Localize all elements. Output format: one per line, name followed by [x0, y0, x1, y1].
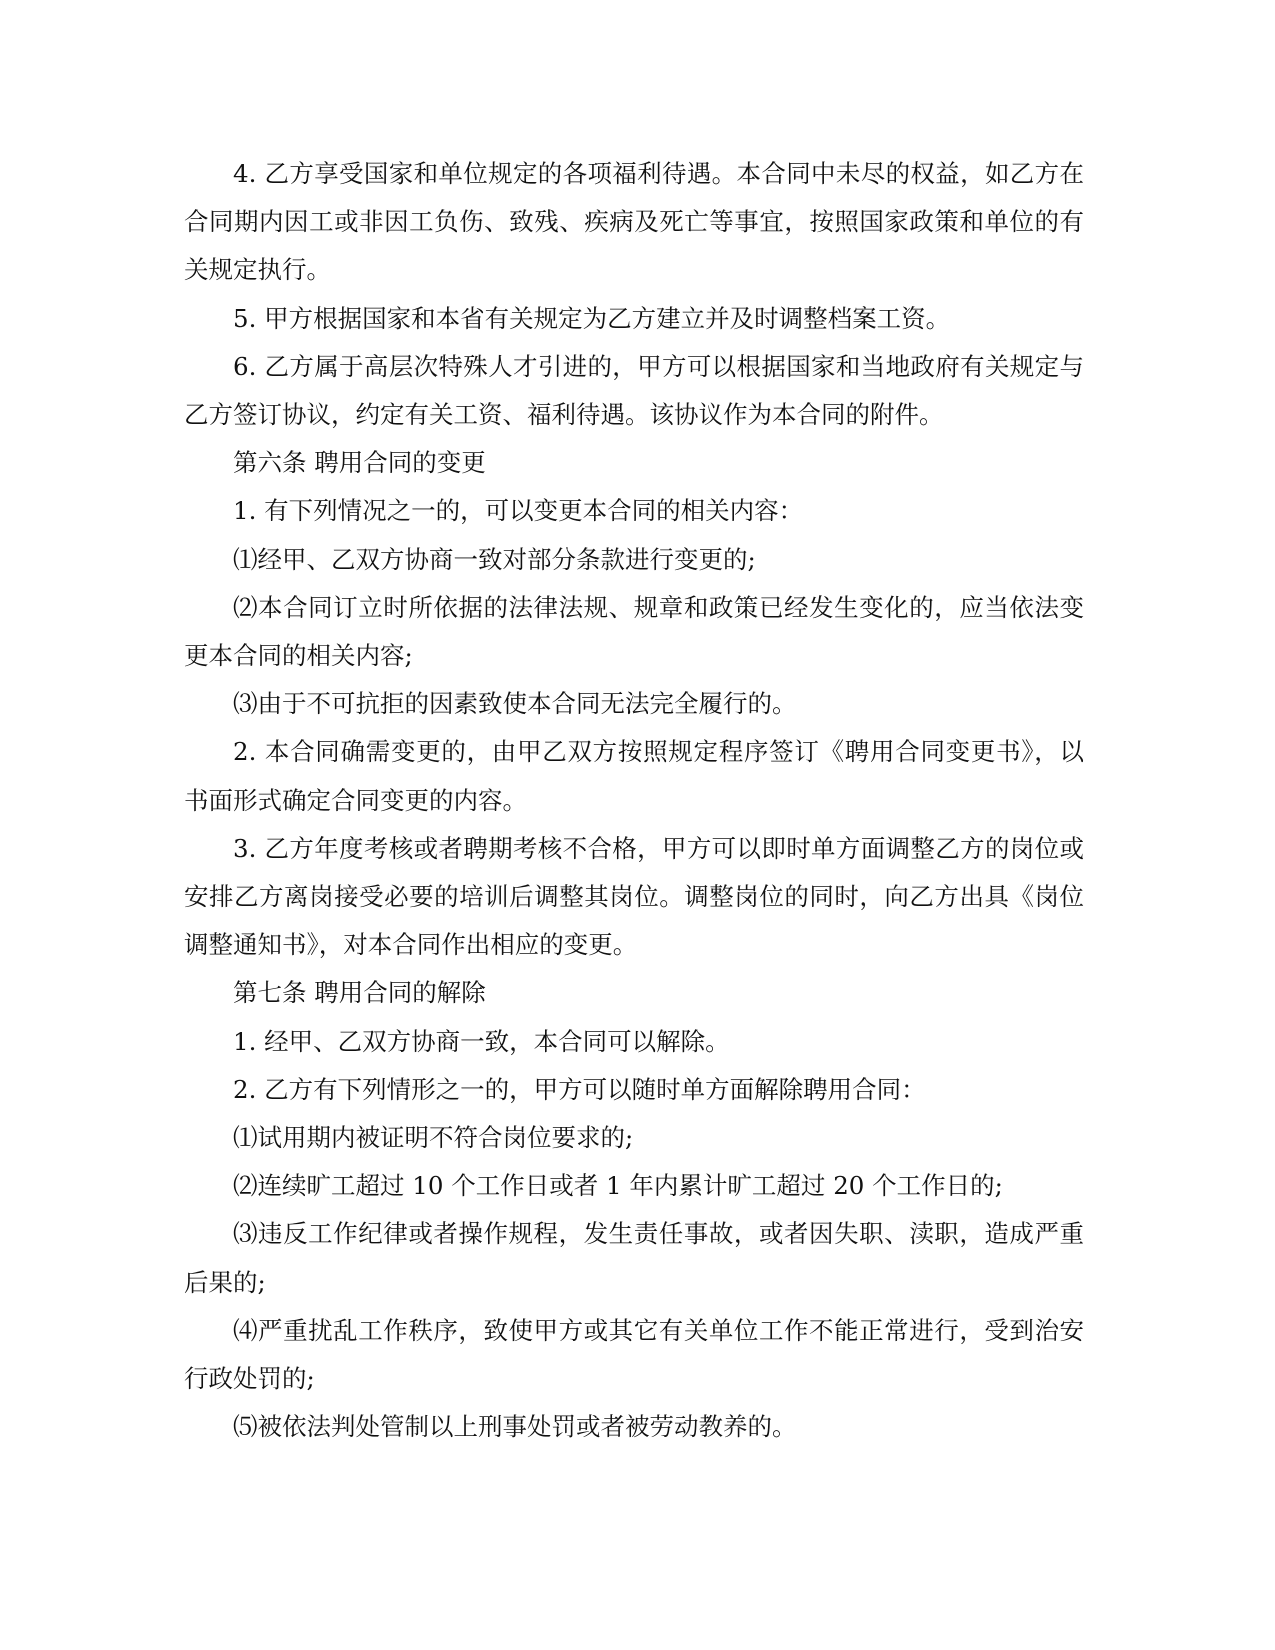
list-item-termination-2: ⑵连续旷工超过 10 个工作日或者 1 年内累计旷工超过 20 个工作日的; [233, 1171, 1003, 1201]
document-body [184, 150, 1084, 1451]
list-item-termination-4: ⑷严重扰乱工作秩序，致使甲方或其它有关单位工作不能正常进行，受到治安行政处罚的; [184, 1315, 1084, 1394]
section-heading-article-6: 第六条 聘用合同的变更 [233, 448, 486, 478]
paragraph-change-conditions: 1. 有下列情况之一的，可以变更本合同的相关内容： [233, 496, 804, 526]
list-item-termination-5: ⑸被依法判处管制以上刑事处罚或者被劳动教养的。 [233, 1412, 797, 1442]
paragraph-special-talent: 6. 乙方属于高层次特殊人才引进的，甲方可以根据国家和当地政府有关规定与乙方签订协议，约定有关工资、福利待遇。该协议作为本合同的附件。 [184, 351, 1084, 430]
list-item-change-3: ⑶由于不可抗拒的因素致使本合同无法完全履行的。 [233, 689, 797, 719]
paragraph-unilateral-termination: 2. 乙方有下列情形之一的，甲方可以随时单方面解除聘用合同： [233, 1074, 926, 1104]
list-item-termination-1: ⑴试用期内被证明不符合岗位要求的; [233, 1123, 634, 1153]
paragraph-assessment-adjustment: 3. 乙方年度考核或者聘期考核不合格，甲方可以即时单方面调整乙方的岗位或安排乙方离岗接受必要的培训后调整其岗位。调整岗位的同时，向乙方出具《岗位调整通知书》，对本合同作出相应的变更。 [184, 833, 1084, 960]
list-item-termination-3: ⑶违反工作纪律或者操作规程，发生责任事故，或者因失职、渎职，造成严重后果的; [184, 1219, 1084, 1297]
paragraph-change-procedure: 2. 本合同确需变更的，由甲乙双方按照规定程序签订《聘用合同变更书》，以书面形式确定合同变更的内容。 [184, 737, 1084, 815]
list-item-change-1: ⑴经甲、乙双方协商一致对部分条款进行变更的; [233, 544, 756, 574]
section-heading-article-7: 第七条 聘用合同的解除 [233, 978, 486, 1008]
list-item-change-2: ⑵本合同订立时所依据的法律法规、规章和政策已经发生变化的，应当依法变更本合同的相关内容; [184, 592, 1084, 671]
paragraph-mutual-termination: 1. 经甲、乙双方协商一致，本合同可以解除。 [233, 1026, 730, 1056]
paragraph-welfare: 4. 乙方享受国家和单位规定的各项福利待遇。本合同中未尽的权益，如乙方在合同期内因工或非因工负伤、致残、疾病及死亡等事宜，按照国家政策和单位的有关规定执行。 [184, 159, 1084, 285]
paragraph-archive-salary: 5. 甲方根据国家和本省有关规定为乙方建立并及时调整档案工资。 [233, 303, 951, 333]
